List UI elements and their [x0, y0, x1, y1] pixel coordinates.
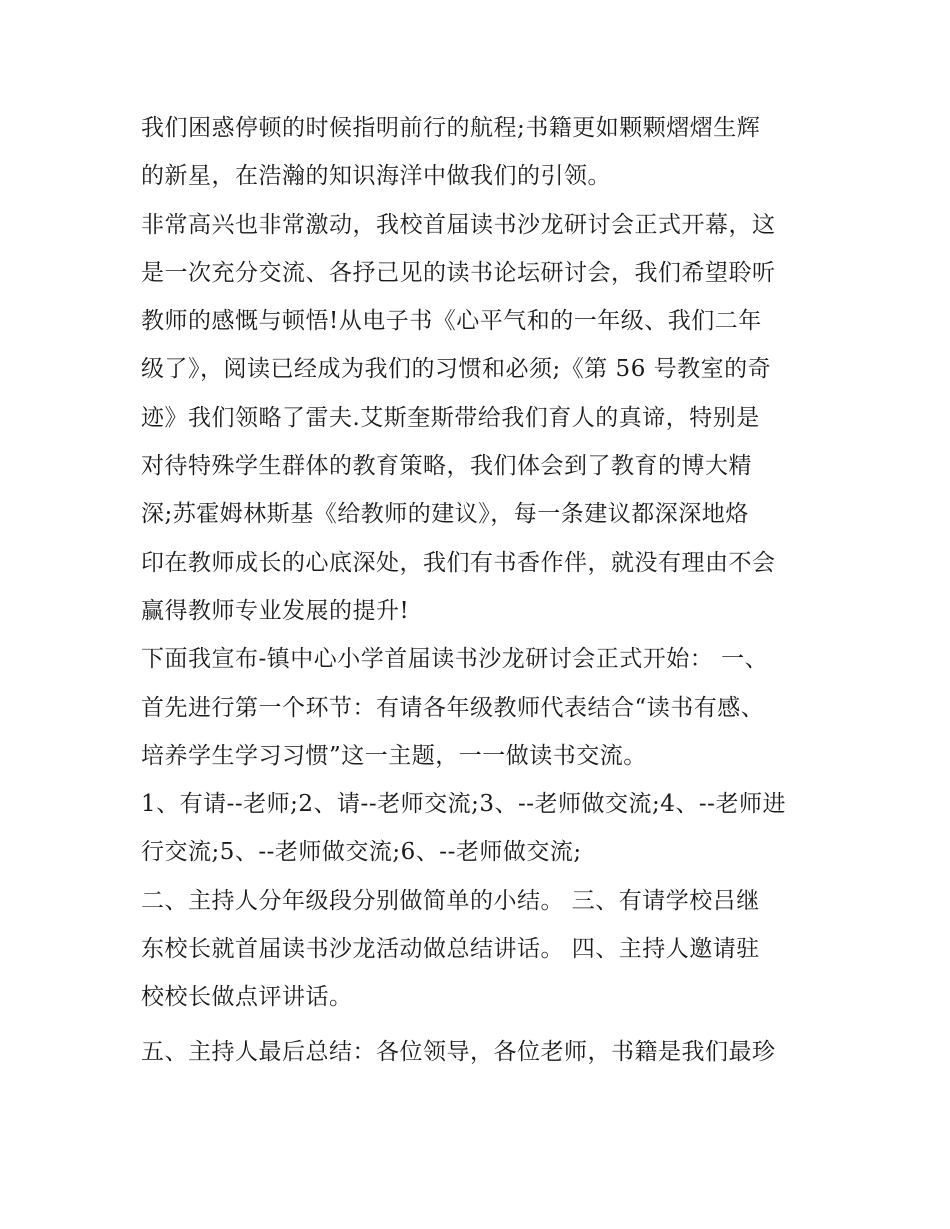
text-line: 二、主持人分年级段分别做简单的小结。 三、有请学校吕继	[141, 887, 760, 914]
text-line: 印在教师成长的心底深处，我们有书香作伴，就没有理由不会	[141, 549, 776, 576]
text-line: 东校长就首届读书沙龙活动做总结讲话。 四、主持人邀请驻	[141, 936, 760, 963]
text-line: 赢得教师专业发展的提升!	[141, 597, 410, 624]
document-body	[141, 104, 821, 1076]
text-line: 五、主持人最后总结：各位领导，各位老师，书籍是我们最珍	[141, 1038, 776, 1065]
text-line: 校校长做点评讲话。	[141, 984, 353, 1011]
text-line: 1、有请--老师;2、请--老师交流;3、--老师做交流;4、--老师进	[141, 791, 786, 818]
text-line: 培养学生学习习惯”这一主题，一一做读书交流。	[141, 742, 647, 769]
text-line: 我们困惑停顿的时候指明前行的航程;书籍更如颗颗熠熠生辉	[141, 115, 761, 141]
text-line: 迹》我们领略了雷夫.艾斯奎斯带给我们育人的真谛，特别是	[141, 404, 760, 431]
text-line: 下面我宣布-镇中心小学首届读书沙龙研讨会正式开始： 一、	[141, 646, 769, 673]
text-line: 教师的感慨与顿悟!从电子书《心平气和的一年级、我们二年	[141, 308, 762, 335]
text-line: 的新星，在浩瀚的知识海洋中做我们的引领。	[141, 163, 611, 190]
text-line: 级了》，阅读已经成为我们的习惯和必须;《第 56 号教室的奇	[141, 356, 772, 383]
text-line: 首先进行第一个环节：有请各年级教师代表结合“读书有感、	[141, 694, 765, 721]
text-line: 非常高兴也非常激动，我校首届读书沙龙研讨会正式开幕，这	[141, 211, 776, 238]
text-line: 行交流;5、--老师做交流;6、--老师做交流;	[141, 839, 582, 866]
text-line: 对待特殊学生群体的教育策略，我们体会到了教育的博大精	[141, 453, 752, 480]
text-line: 是一次充分交流、各抒己见的读书论坛研讨会，我们希望聆听	[141, 259, 776, 286]
text-line: 深;苏霍姆林斯基《给教师的建议》，每一条建议都深深地烙	[141, 501, 749, 528]
